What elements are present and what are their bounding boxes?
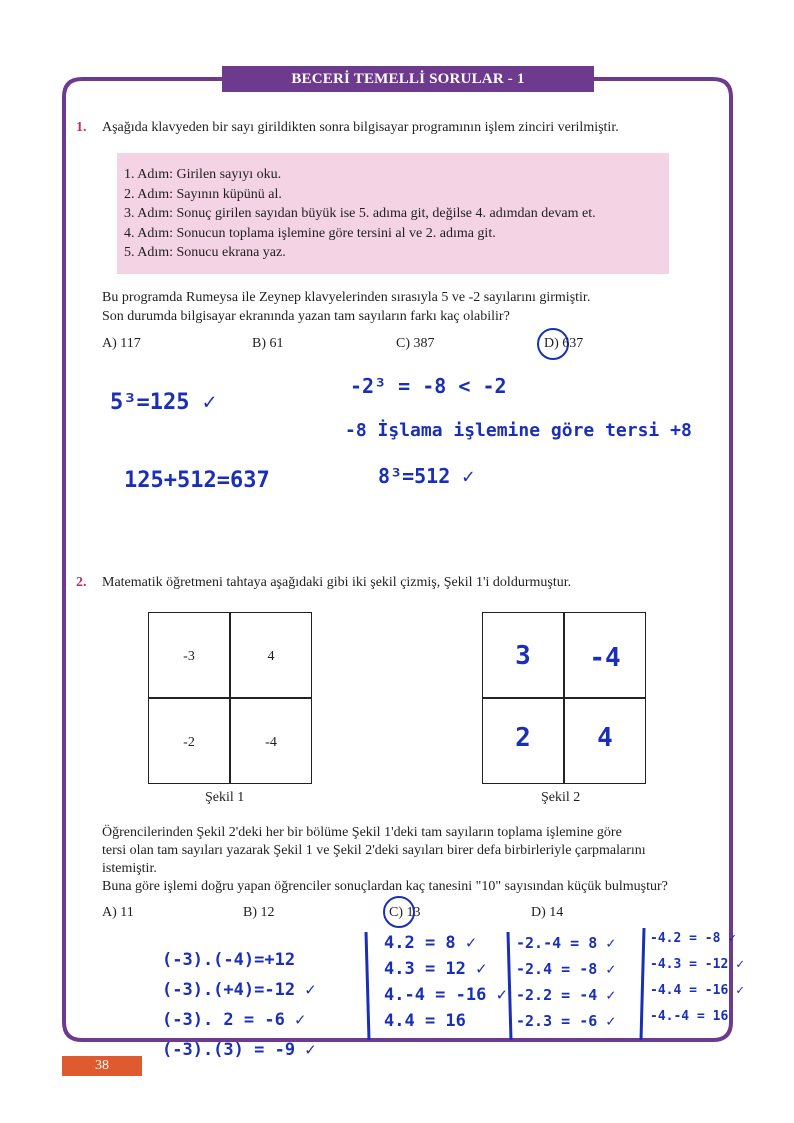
hw-line: -4.4 = -16 ✓ [650, 983, 744, 998]
hw-line: (-3).(+4)=-12 ✓ [162, 980, 316, 1000]
q1-step: 4. Adım: Sonucun toplama işlemine göre tersini al ve 2. adıma git. [124, 225, 496, 241]
q1-question-line2: Son durumda bilgisayar ekranında yazan tam sayıların farkı kaç olabilir? [102, 309, 510, 324]
q1-step: 3. Adım: Sonuç girilen sayıdan büyük ise 5. adıma git, değilse 4. adımdan devam et. [124, 206, 596, 221]
q1-hw-4: 125+512=637 [124, 468, 270, 493]
shape2-cell: -4 [589, 643, 621, 673]
shape1-cell: -2 [183, 735, 195, 750]
shape1-cell: -3 [183, 649, 195, 664]
q2-para-line2: tersi olan tam sayıları yazarak Şekil 1 ve Şekil 2'deki sayıları birer defa birbirleriyle çarpmalarını [102, 843, 646, 858]
shape2-cell: 4 [597, 723, 613, 753]
section-title: BECERİ TEMELLİ SORULAR - 1 [222, 66, 594, 92]
q2-question: Buna göre işlemi doğru yapan öğrenciler sonuçlardan kaç tanesini "10" sayısından küçük bulmuştur? [102, 879, 668, 894]
hw-line: 4.-4 = -16 ✓ [384, 985, 507, 1005]
shape1-grid [148, 612, 312, 784]
q2-number: 2. [76, 575, 87, 590]
q2-hw-col2 [384, 930, 507, 1034]
q2-hw-col1 [162, 945, 316, 1065]
hw-line: (-3).(3) = -9 ✓ [162, 1040, 316, 1060]
q1-option-c[interactable]: C) 387 [396, 336, 435, 351]
q2-para-line1: Öğrencilerinden Şekil 2'deki her bir bölüme Şekil 1'deki tam sayıların toplama işlemine göre [102, 825, 622, 840]
q2-option-c[interactable]: C) 13 [389, 905, 421, 920]
q1-option-a[interactable]: A) 117 [102, 336, 141, 351]
hw-line: 4.4 = 16 [384, 1011, 466, 1031]
q2-hw-col3 [516, 930, 615, 1034]
q2-para-line3: istemiştir. [102, 861, 157, 876]
q1-step: 5. Adım: Sonucu ekrana yaz. [124, 245, 286, 260]
hw-line: -2.3 = -6 ✓ [516, 1012, 616, 1030]
q1-number: 1. [76, 120, 87, 135]
hw-line: (-3).(-4)=+12 [162, 950, 296, 970]
q1-hw-1: 5³=125 ✓ [110, 390, 216, 415]
hw-line: (-3). 2 = -6 ✓ [162, 1010, 306, 1030]
hw-line: -2.-4 = 8 ✓ [516, 934, 616, 952]
hw-line: 4.3 = 12 ✓ [384, 959, 487, 979]
shape1-caption: Şekil 1 [205, 790, 245, 805]
q1-option-b[interactable]: B) 61 [252, 336, 284, 351]
q1-hw-5: 8³=512 ✓ [378, 464, 475, 488]
shape1-cell: 4 [267, 649, 275, 664]
hw-line: 4.2 = 8 ✓ [384, 933, 477, 953]
q1-step: 2. Adım: Sayının küpünü al. [124, 186, 282, 202]
shape2-cell: 3 [515, 641, 531, 671]
shape2-caption: Şekil 2 [541, 790, 581, 805]
q1-question-line1: Bu programda Rumeysa ile Zeynep klavyelerinden sırasıyla 5 ve -2 sayılarını girmiştir. [102, 290, 591, 305]
hw-line: -4.3 = -12 ✓ [650, 957, 744, 972]
q1-step: 1. Adım: Girilen sayıyı oku. [124, 167, 282, 182]
shape2-grid [482, 612, 646, 784]
q2-hw-col4 [650, 926, 744, 1030]
hw-line: -2.2 = -4 ✓ [516, 986, 616, 1004]
q2-intro: Matematik öğretmeni tahtaya aşağıdaki gibi iki şekil çizmiş, Şekil 1'i doldurmuştur. [102, 575, 572, 590]
hw-line: -2.4 = -8 ✓ [516, 960, 616, 978]
q2-option-b[interactable]: B) 12 [243, 905, 275, 920]
shape2-cell: 2 [515, 723, 531, 753]
q2-option-d[interactable]: D) 14 [531, 905, 564, 920]
hw-line: -4.2 = -8 ✓ [650, 931, 737, 946]
q1-option-d[interactable]: D) 637 [544, 336, 584, 351]
shape1-cell: -4 [265, 735, 277, 750]
hw-line: -4.-4 = 16 [650, 1009, 729, 1024]
q1-hw-3: -8 İşlama işlemine göre tersi +8 [345, 420, 692, 441]
q1-hw-2: -2³ = -8 < -2 [350, 374, 507, 398]
q1-steps-box [117, 153, 669, 274]
q2-option-a[interactable]: A) 11 [102, 905, 134, 920]
page-number: 38 [62, 1056, 142, 1076]
q1-intro: Aşağıda klavyeden bir sayı girildikten sonra bilgisayar programının işlem zinciri verilmiştir. [102, 120, 619, 135]
